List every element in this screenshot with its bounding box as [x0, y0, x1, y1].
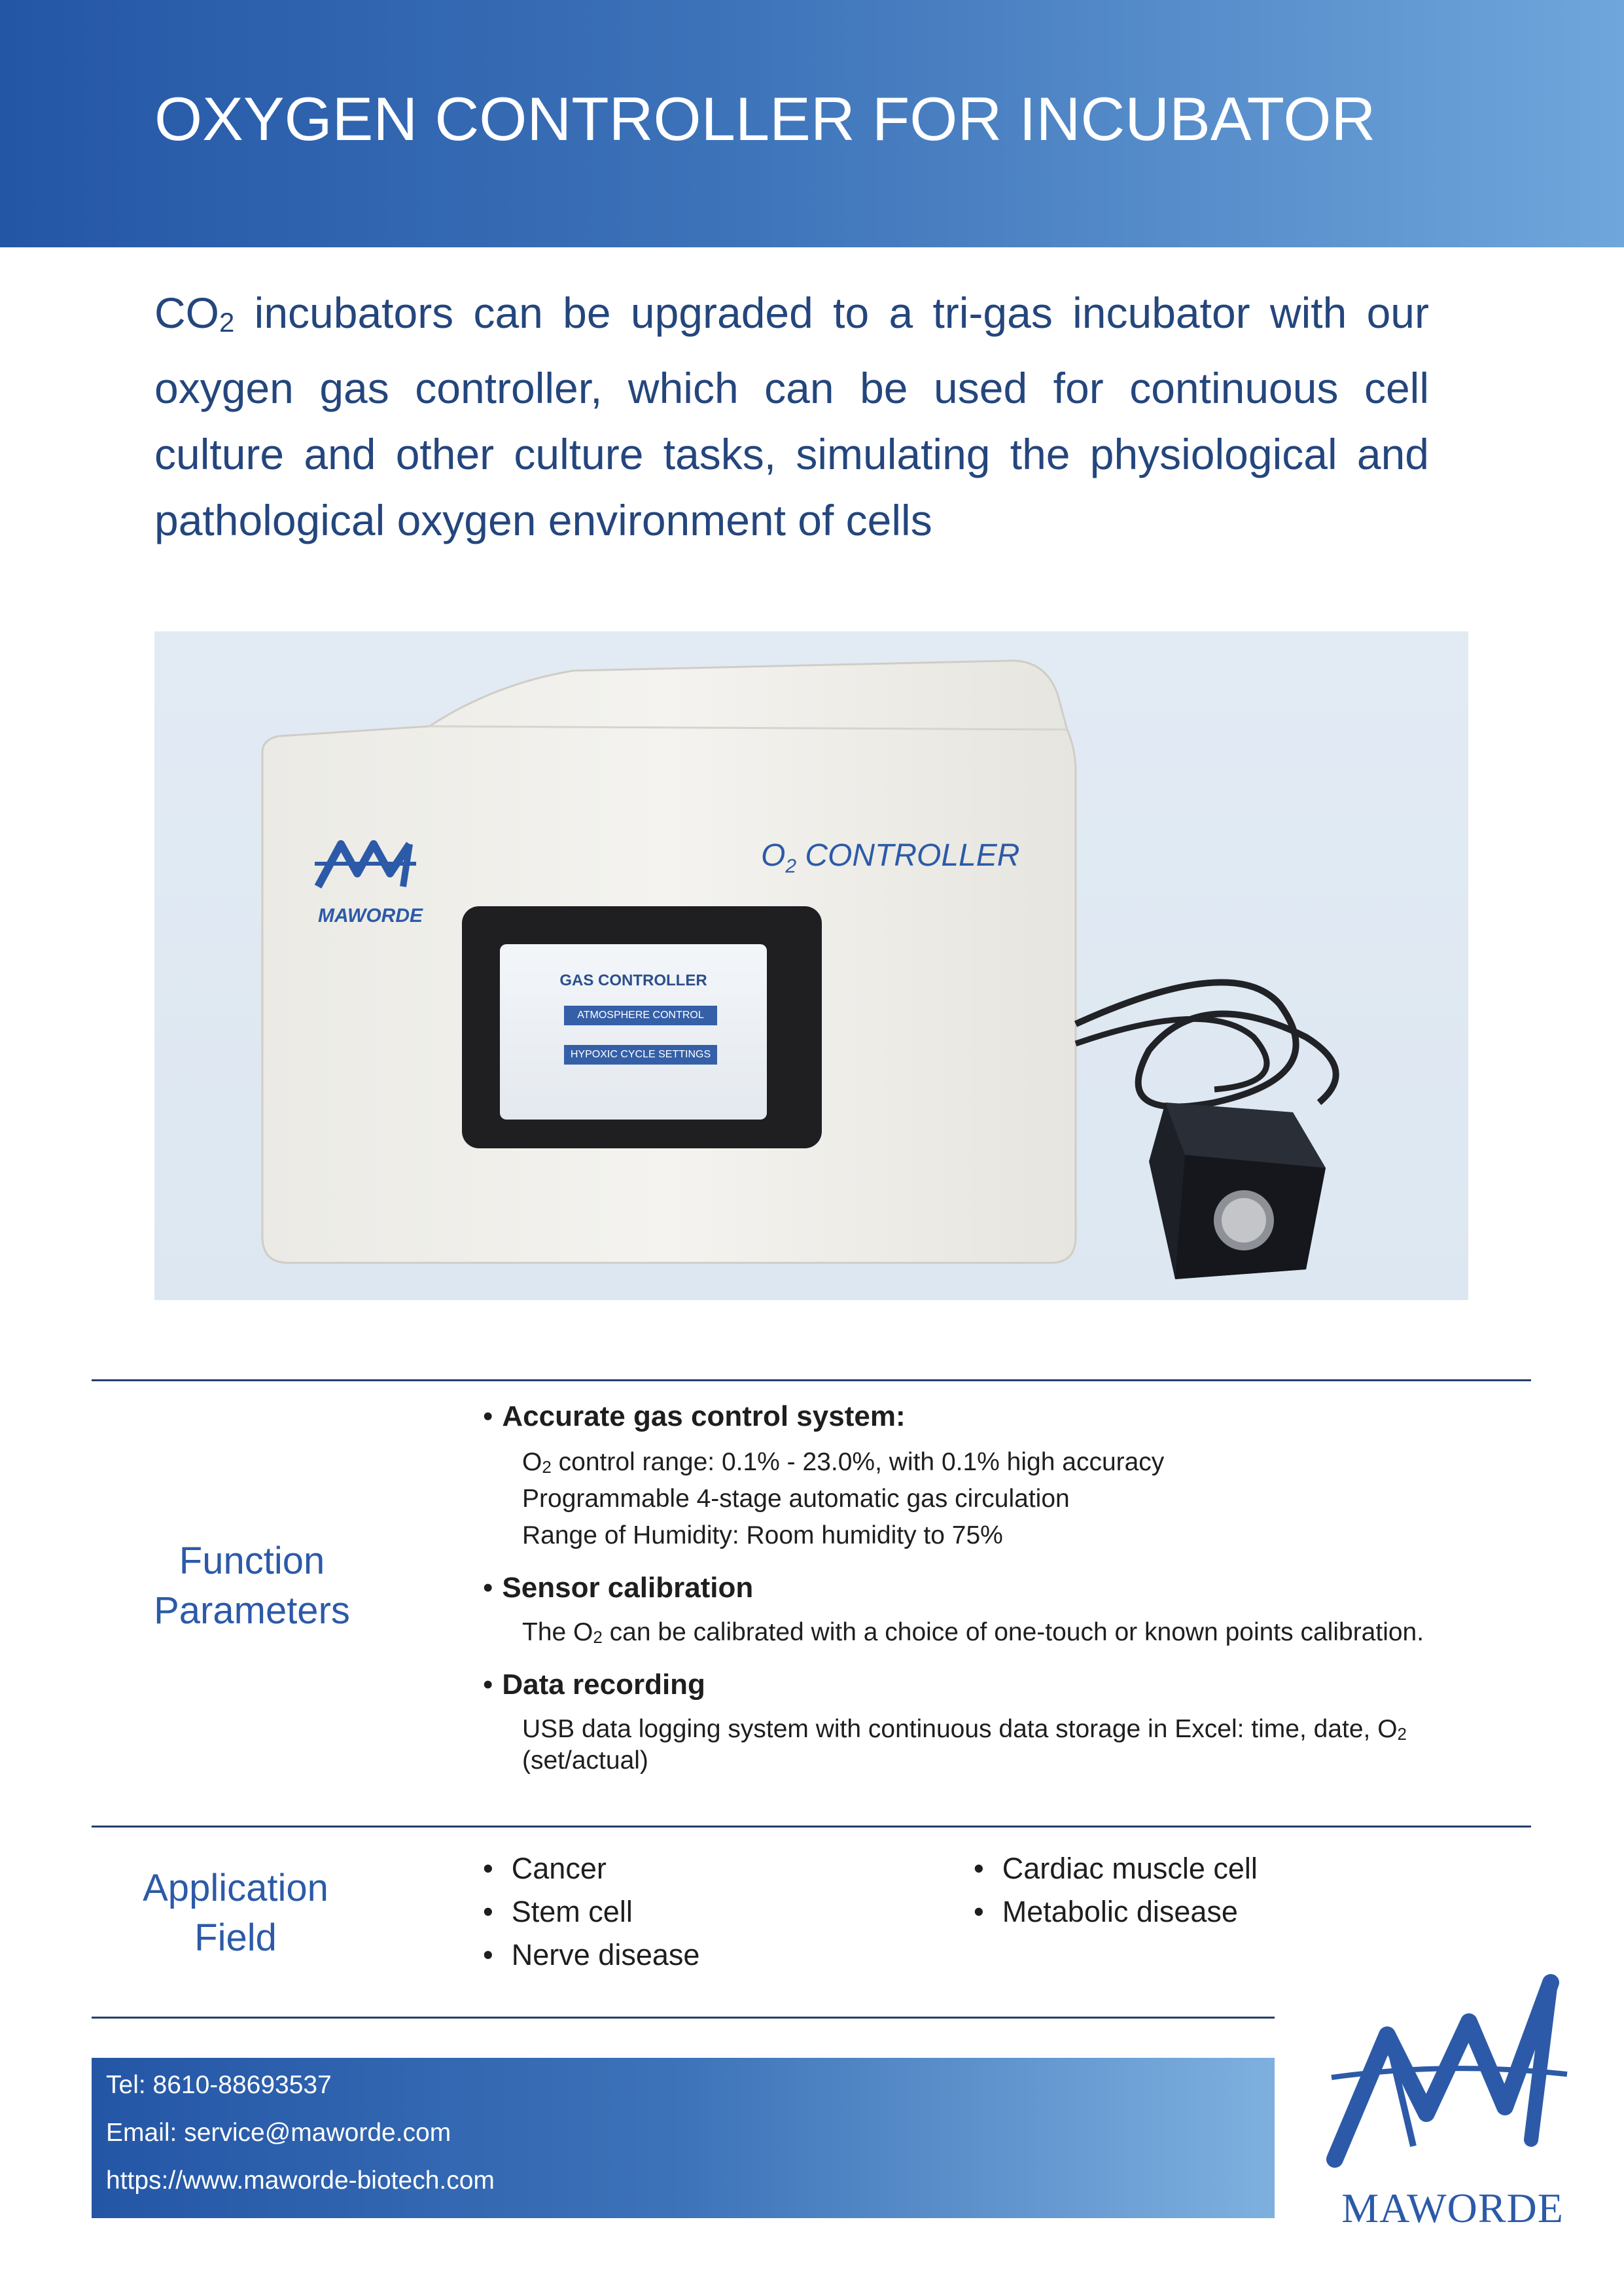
- application-item-metabolic-disease: [974, 1895, 1238, 1929]
- sensor-heading-text: Sensor calibration: [502, 1572, 754, 1604]
- device-panel-title: [761, 838, 1019, 878]
- contact-website[interactable]: https://www.maworde-biotech.com: [106, 2166, 495, 2195]
- contact-email[interactable]: Email: service@mawordе.com: [106, 2119, 451, 2147]
- sensor-calibration-text: [522, 1614, 1424, 1655]
- product-photo: [154, 631, 1468, 1300]
- app-item-text: Cardiac muscle cell: [1002, 1852, 1258, 1885]
- sensor-text-rest: can be calibrated with a choice of one-touch or known points calibration.: [602, 1618, 1424, 1646]
- device-logo-icon: [311, 838, 442, 896]
- application-label-line2: Field: [194, 1916, 277, 1959]
- intro-co: CO: [154, 289, 219, 337]
- bullet-dot: •: [483, 1895, 493, 1928]
- application-item-cancer: [483, 1852, 607, 1886]
- app-item-text: Nerve disease: [511, 1938, 700, 1971]
- data-line1-sub: 2: [1397, 1724, 1407, 1744]
- range-sub: 2: [542, 1457, 552, 1477]
- application-item-nerve-disease: [483, 1938, 699, 1972]
- sensor-calibration-heading: [483, 1572, 753, 1604]
- bullet-dot: •: [483, 1938, 493, 1971]
- contact-bar: [92, 2058, 1275, 2218]
- gas-heading-text: Accurate gas control system:: [502, 1400, 906, 1432]
- bullet-dot: •: [483, 1669, 493, 1701]
- range-o: O: [522, 1448, 542, 1476]
- hypoxic-cycle-button: HYPOXIC CYCLE SETTINGS: [564, 1045, 717, 1065]
- app-item-text: Stem cell: [511, 1895, 633, 1928]
- function-label-line2: Parameters: [154, 1589, 350, 1632]
- app-item-text: Metabolic disease: [1002, 1895, 1238, 1928]
- bullet-dot: •: [974, 1895, 984, 1928]
- bullet-dot: •: [483, 1400, 493, 1432]
- intro-paragraph: [154, 280, 1429, 554]
- range-rest: control range: 0.1% - 23.0%, with 0.1% high accuracy: [551, 1448, 1165, 1476]
- sensor-text-pre: The O: [522, 1618, 593, 1646]
- page-title: OXYGEN CONTROLLER FOR INCUBATOR: [154, 84, 1376, 153]
- screen-title: GAS CONTROLLER: [559, 972, 707, 989]
- data-line1-pre: USB data logging system with continuous data storage in Excel: time, date, O: [522, 1715, 1398, 1743]
- panel-title-rest: CONTROLLER: [796, 838, 1020, 873]
- application-label-line1: Application: [143, 1867, 328, 1909]
- panel-title-sub: 2: [785, 855, 797, 877]
- programmable-circulation: Programmable 4-stage automatic gas circulation: [522, 1485, 1070, 1513]
- humidity-range: Range of Humidity: Room humidity to 75%: [522, 1521, 1003, 1549]
- logo-text: MAWORDE: [1341, 2185, 1564, 2231]
- bullet-dot: •: [483, 1572, 493, 1604]
- divider-bottom: [92, 2017, 1275, 2019]
- data-logging-line2: (set/actual): [522, 1746, 648, 1775]
- application-field-label: [118, 1863, 353, 1963]
- atmosphere-control-button: ATMOSPHERE CONTROL: [564, 1006, 717, 1025]
- sensor-text-sub: 2: [593, 1627, 603, 1647]
- divider-top: [92, 1379, 1531, 1381]
- o2-control-range: [522, 1444, 1164, 1485]
- data-recording-heading: [483, 1669, 705, 1701]
- panel-title-o: O: [761, 838, 786, 873]
- divider-middle: [92, 1826, 1531, 1828]
- application-item-cardiac-muscle: [974, 1852, 1258, 1886]
- bullet-dot: •: [483, 1852, 493, 1885]
- application-item-stem-cell: [483, 1895, 633, 1929]
- function-label-line1: Function: [179, 1540, 325, 1582]
- o2-controller-illustration: [154, 631, 1468, 1300]
- bullet-dot: •: [974, 1852, 984, 1885]
- contact-tel: Tel: 8610-88693537: [106, 2071, 332, 2099]
- data-heading-text: Data recording: [502, 1669, 705, 1701]
- data-logging-line1: [522, 1711, 1407, 1752]
- intro-subscript: 2: [219, 307, 235, 338]
- app-item-text: Cancer: [511, 1852, 607, 1885]
- intro-text: incubators can be upgraded to a tri-gas incubator with our oxygen gas controller, which can be used for continuous cell culture and other culture tasks, simulating the physiological and pathological oxygen environment of cells: [154, 289, 1429, 544]
- function-parameters-label: [131, 1536, 373, 1636]
- gas-control-heading: [483, 1400, 906, 1433]
- device-brand-text: MAWORDE: [318, 905, 423, 927]
- header-banner: [0, 0, 1624, 247]
